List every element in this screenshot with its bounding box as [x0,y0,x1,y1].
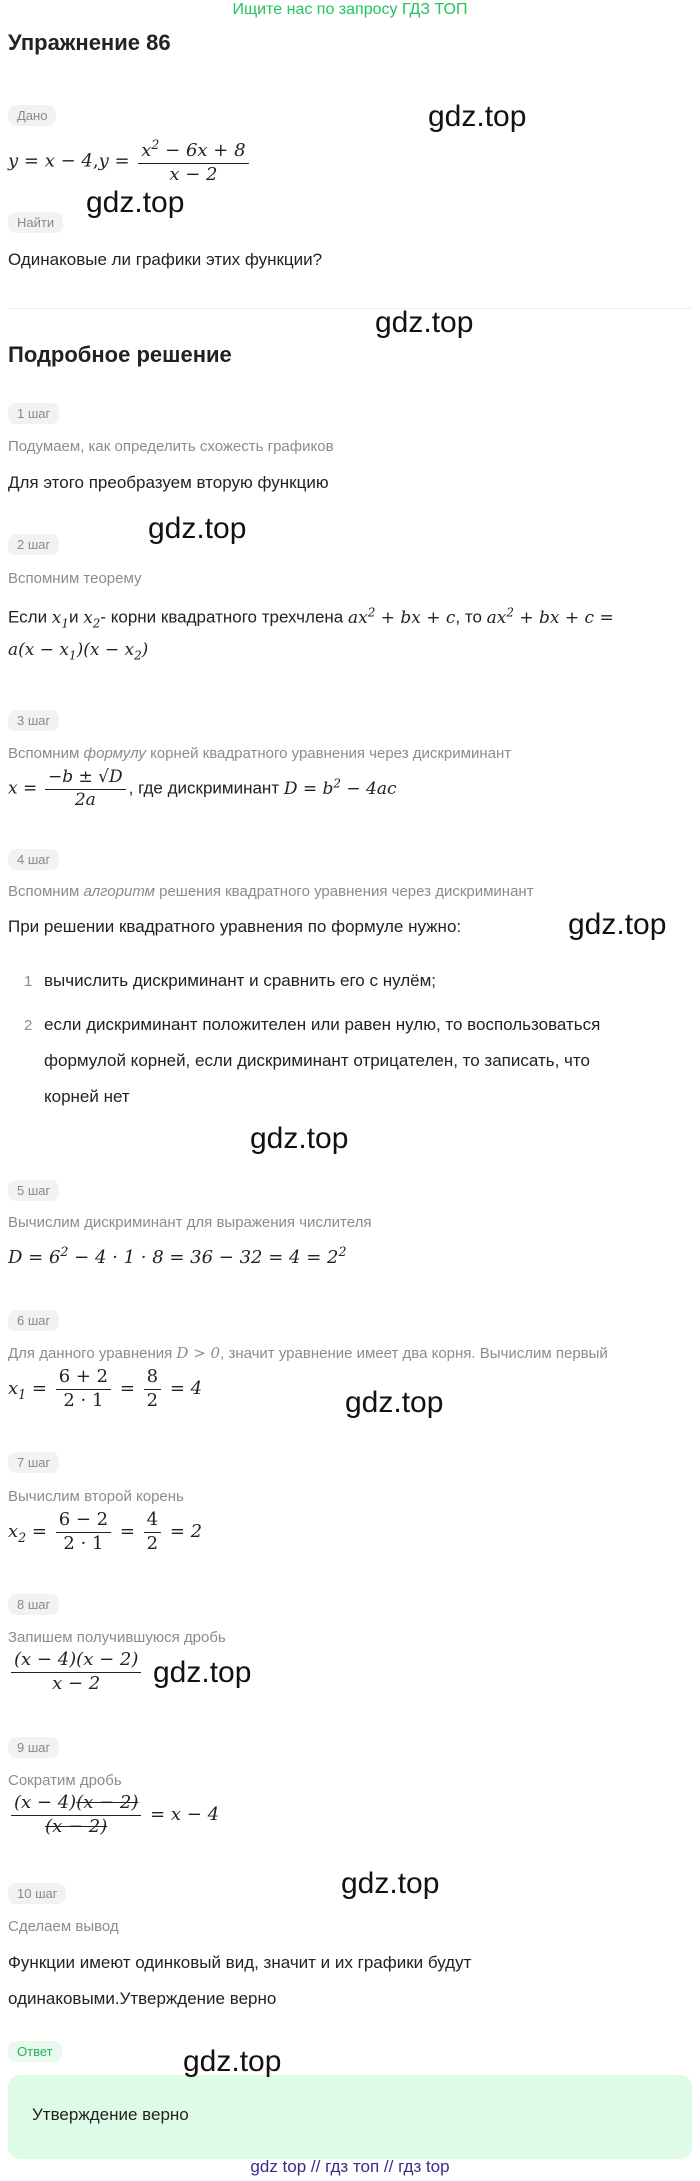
list-item-text: корней нет [44,1087,130,1106]
find-label: Найти [8,212,63,233]
question-text: Одинаковые ли графики этих функции? [8,250,323,269]
step-7-label: 7 шаг [8,1452,59,1473]
footer-links[interactable]: gdz top // гдз топ // гдз top [250,2157,450,2176]
step-9-formula: $\frac{(x - 4)(x - 2)}{(x - 2)}$ = x − 4 [8,1793,219,1837]
step-4-hint [8,883,534,900]
step-1-label: 1 шаг [8,403,59,424]
list-item-text: формулой корней, если дискриминант отрицателен, то записать, что [44,1051,590,1070]
watermark: gdz.top [341,1867,440,1900]
watermark: gdz.top [183,2045,282,2078]
section-title: Подробное решение [8,342,232,367]
watermark: gdz.top [153,1656,252,1689]
list-item-text: если дискриминант положителен или равен нулю, то воспользоваться [44,1015,601,1034]
step-2-theorem-line2: $a(x - x_1)(x - x_2)$ [8,640,149,663]
step-2-text-a: Если [8,607,52,627]
step-8-label: 8 шаг [8,1594,59,1615]
step-5-label: 5 шаг [8,1180,59,1201]
step-6-label: 6 шаг [8,1310,59,1331]
watermark: gdz.top [345,1386,444,1419]
step-3-formula: x = $\frac{-b \pm √D}{2a}$ , где дискриминант $D = b^2 - 4ac$ [8,767,397,810]
step-3-text: , где дискриминант [128,778,284,798]
watermark: gdz.top [375,306,474,339]
answer-label: Ответ [8,2041,62,2062]
step-8-formula: $\frac{(x - 4)(x - 2)}{x - 2}$ [8,1650,144,1694]
step-10-hint: Сделаем вывод [8,1918,119,1935]
answer-box [8,2075,692,2159]
step-3-hint-a: Вспомним [8,745,84,762]
step-2-hint: Вспомним теорему [8,570,142,587]
list-item-num: 2 [24,1017,33,1034]
step-2-label: 2 шаг [8,534,59,555]
watermark: gdz.top [86,186,185,219]
given-label: Дано [8,105,56,126]
step-6-hint-a: Для данного уравнения [8,1345,177,1362]
watermark: gdz.top [428,100,527,133]
step-2-text-b: и [68,607,84,627]
list-item-text: вычислить дискриминант и сравнить его с нулём; [44,971,437,990]
step-4-text: При решении квадратного уравнения по формуле нужно: [8,917,462,936]
step-7-formula: $x_2$ = $\frac{6 - 2}{2 \cdot 1}$ = $\frac{4}{2}$ = 2 [8,1509,203,1554]
step-5-formula: $D = 6^2 - 4 \cdot 1 \cdot 8 = 36 - 32 = 4 = 2^2$ [8,1244,347,1268]
step-1-hint: Подумаем, как определить схожесть графиков [8,438,334,455]
step-3-hint [8,745,511,762]
step-6-formula: $x_1$ = $\frac{6 + 2}{2 \cdot 1}$ = $\frac{8}{2}$ = 4 [8,1366,203,1411]
step-8-hint: Запишем получившуюся дробь [8,1629,226,1646]
watermark: gdz.top [148,512,247,545]
answer-text: Утверждение верно [32,2105,189,2124]
step-2-text-d: , то [455,607,487,627]
step-7-hint: Вычислим второй корень [8,1488,184,1505]
step-6-hint-b: , значит уравнение имеет два корня. Вычислим первый [220,1345,608,1362]
step-5-hint: Вычислим дискриминант для выражения числителя [8,1214,372,1231]
exercise-title: Упражнение 86 [8,30,171,55]
step-9-hint: Сократим дробь [8,1772,122,1789]
step-10-label: 10 шаг [8,1883,66,1904]
step-1-text: Для этого преобразуем вторую функцию [8,473,329,492]
step-4-hint-a: Вспомним [8,883,84,900]
step-3-label: 3 шаг [8,710,59,731]
step-3-hint-b: корней квадратного уравнения через дискриминант [145,745,512,762]
top-banner[interactable]: Ищите нас по запросу ГДЗ ТОП [232,1,468,18]
step-6-hint: Для данного уравнения D > 0, значит уравнение имеет два корня. Вычислим первый [8,1344,608,1362]
step-10-text-1: Функции имеют одинковый вид, значит и их графики будут [8,1953,472,1972]
watermark: gdz.top [250,1122,349,1155]
list-item-num: 1 [24,973,33,990]
divider [8,308,692,309]
step-2-text-c: - корни квадратного трехчлена [100,607,348,627]
step-2-theorem-line1: Если $x_1и$ $x_2-$ корни квадратного трехчлена $ax^2$ + bx + c, то $ax^2$ + bx + c = [8,605,614,631]
step-4-hint-b: решения квадратного уравнения через дискриминант [154,883,534,900]
step-4-label: 4 шаг [8,849,59,870]
step-4-hint-em: алгоритм [83,883,155,900]
step-10-text-2: одинаковыми.Утверждение верно [8,1989,277,2008]
given-formula: y = x − 4,y = $\frac{x^2 - 6x + 8}{x - 2}$ [8,138,252,185]
step-3-hint-em: формулу [83,745,146,762]
watermark: gdz.top [568,908,667,941]
step-9-label: 9 шаг [8,1737,59,1758]
